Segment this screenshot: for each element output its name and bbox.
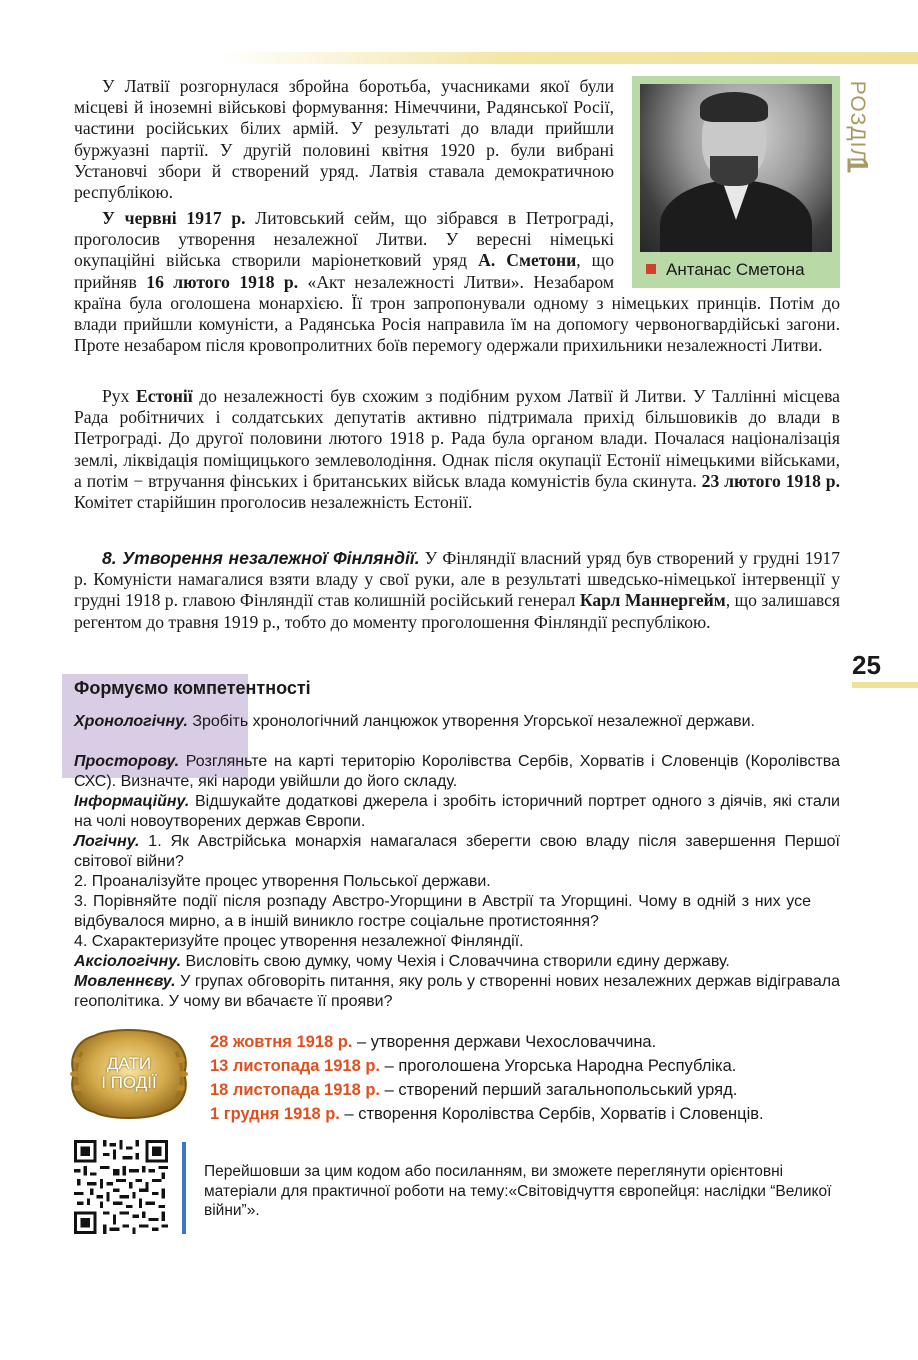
competence-chronological: Хронологічну. Зробіть хронологічний ланцюжок утворення Угорської незалежної держави. [74,713,755,730]
dates-list [210,1030,764,1126]
section-heading: 8. Утворення незалежної Фінляндії. [102,548,420,568]
competence-axiological: Аксіологічну. Висловіть свою думку, чому Чехія і Словаччина створили єдину державу. [74,953,730,970]
date-item: 13 листопада 1918 р. – проголошена Угорська Народна Республіка. [210,1057,737,1075]
section-label [840,74,880,184]
competence-logical-q4: 4. Схарактеризуйте процес утворення незалежної Фінляндії. [74,933,524,950]
qr-code-icon[interactable] [74,1140,168,1234]
page-number-bar [852,682,918,688]
section-word: РОЗДІЛ [846,80,870,164]
badge-line1: ДАТИ [106,1054,152,1073]
qr-divider [182,1142,186,1234]
dates-events-badge [64,1026,194,1122]
paragraph-latvia: У Латвії розгорнулася збройна боротьба, учасниками якої були місцеві й іноземні військові формування: Німеччини, Радянської Росії, частини російських білих армій. У результаті до влади прийшли буржуазні партії. У другій половині квітня 1920 р. були вибрані Установчі збори й створений уряд. Латвія ставала демократичною республікою. [74,76,614,203]
top-decorative-bar [220,52,918,64]
badge-line2: І ПОДІЇ [101,1073,157,1092]
qr-description: Перейшовши за цим кодом або посиланням, ви зможете переглянути орієнтовні матеріали для практичної роботи на тему:«Світовідчуття європейця: наслідки “Великої війни”». [204,1163,832,1220]
page-number: 25 [852,650,881,680]
competences-title: Формуємо компетентності [74,678,311,698]
competence-logical-q3: 3. Порівняйте події після розпаду Австро-Угорщини в Австрії та Угорщині. Чому в одній з них усе відбувалося мирно, а в іншій виникло гостре соціальне протистояння? [74,893,811,930]
competence-informational: Інформаційну. Відшукайте додаткові джерела і зробіть історичний портрет одного з діячів, які стали на чолі новоутворених держав Європи. [74,793,840,830]
paragraph-estonia: Рух Естонії до незалежності був схожим з подібним рухом Латвії й Литви. У Таллінні місцева Рада робітничих і солдатських депутатів активно підтримала прихід більшовиків до влади в Петрограді. До другої половини лютого 1918 р. Рада була органом влади. Почалася націоналізація землі, ліквідація поміщицького землеволодіння. Однак після окупації Естонії німецькими військами, а потім − втручання фінських і британських військ влада комуністів була скинута. 23 лютого 1918 р. Комітет старійшин проголосив незалежність Естонії. [74,386,840,513]
paragraph-finland: 8. Утворення незалежної Фінляндії. У Фінляндії власний уряд був створений у грудні 1917 р. Комуністи намагалися взяти владу у свої руки, але в результаті шведсько-німецької інтервенції у грудні 1918 р. главою Фінляндії став колишній російський генерал Карл Маннергейм, що залишався регентом до травня 1919 р., тобто до моменту проголошення Фінляндії республікою. [74,548,840,632]
competence-spatial: Просторову. Розгляньте на карті територію Королівства Сербів, Хорватів і Словенців (Королівства СХС). Визначте, які народи увійшли до його складу. [74,753,840,790]
competence-logical: Логічну. 1. Як Австрійська монархія намагалася зберегти свою владу після завершення Першої світової війни? [74,833,840,870]
competence-logical-q2: 2. Проаналізуйте процес утворення Польської держави. [74,873,491,890]
paragraph-lithuania: У червні 1917 р. Литовський сейм, що зібрався в Петрограді, проголосив утворення незалежної Литви. У вересні німецькі окупаційні війська створили маріонетковий уряд А. Сметони, що прийняв 16 лютого 1918 р. «Акт незалежності Литви». Незабаром країна була оголошена монархією. Її трон запропонували одному з німецьких принців. Потім до влади прийшли комуністи, а Радянська Росія направила їм на допомогу червоногвардійські загони. Проте незабаром після кровопролитних боїв перемогу одержали прихильники незалежності Литви. [74,208,840,356]
competence-speech: Мовленнєву. У групах обговоріть питання, яку роль у створенні нових незалежних держав відігравала геополітика. У чому ви вбачаєте її прояви? [74,973,840,1010]
date-item: 28 жовтня 1918 р. – утворення держави Чехословаччина. [210,1033,657,1051]
section-number: 1 [840,156,874,174]
portrait-caption-text: Антанас Сметона [666,260,805,279]
date-item: 1 грудня 1918 р. – створення Королівства Сербів, Хорватів і Словенців. [210,1105,764,1123]
date-item: 18 листопада 1918 р. – створений перший загальнопольський уряд. [210,1081,738,1099]
